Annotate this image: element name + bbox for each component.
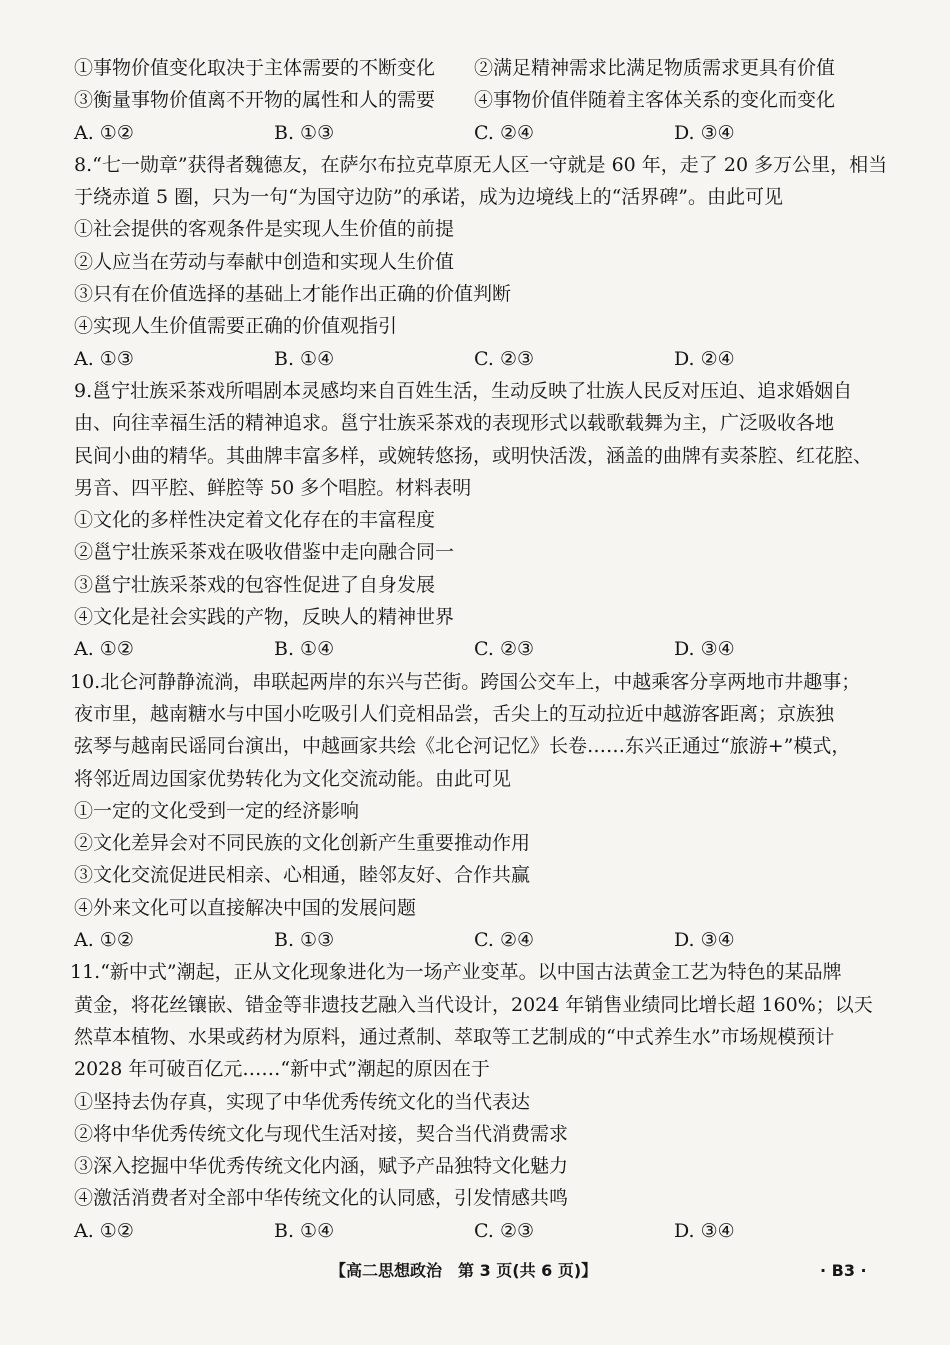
option-c: C. ②④ [474,121,535,144]
question-stem-line: 由、向往幸福生活的精神追求。邕宁壮族采茶戏的表现形式以载歌载舞为主，广泛吸收各地 [74,412,835,435]
statement: ①文化的多样性决定着文化存在的丰富程度 [74,509,436,532]
statement: ①事物价值变化取决于主体需要的不断变化 [74,57,436,79]
answer-options [74,1215,874,1247]
footer-title: 【高二思想政治 第 3 页(共 6 页)】 [330,1261,598,1280]
question-stem-line: 9.邕宁壮族采茶戏所唱剧本灵感均来自百姓生活，生动反映了壮族人民反对压迫、追求婚姻自 [74,379,853,402]
statement: ①一定的文化受到一定的经济影响 [74,799,360,822]
option-c: C. ②③ [474,1219,535,1242]
answer-options [74,117,874,149]
question-10 [70,666,874,957]
question-stem-line: 弦琴与越南民谣同台演出，中越画家共绘《北仑河记忆》长卷……东兴正通过“旅游+”模式， [74,735,851,758]
footer-code: · B3 · [820,1261,867,1280]
answer-options [74,924,874,956]
option-b: B. ①③ [274,121,335,144]
option-a: A. ①② [74,1219,134,1242]
option-d: D. ③④ [674,638,735,661]
question-stem-line: 黄金，将花丝镶嵌、错金等非遗技艺融入当代设计，2024 年销售业绩同比增长超 160%；以天 [74,993,873,1016]
option-d: D. ③④ [674,1219,735,1242]
question-stem-line: 然草本植物、水果或药材为原料，通过煮制、萃取等工艺制成的“中式养生水”市场规模预计 [74,1025,835,1048]
statement: ②满足精神需求比满足物质需求更具有价值 [474,57,836,79]
statement: ②将中华优秀传统文化与现代生活对接，契合当代消费需求 [74,1122,569,1145]
question-stem-line: 将邻近周边国家优势转化为文化交流动能。由此可见 [74,767,512,790]
question-7-tail [74,52,874,149]
option-c: C. ②④ [474,929,535,952]
question-8 [74,149,888,375]
option-b: B. ①④ [274,347,335,370]
option-d: D. ③④ [674,121,735,144]
question-stem-line: 2028 年可破百亿元……“新中式”潮起的原因在于 [74,1058,490,1081]
statement: ②文化差异会对不同民族的文化创新产生重要推动作用 [74,832,531,855]
statement: ①社会提供的客观条件是实现人生价值的前提 [74,218,455,241]
question-stem-line: 10.北仑河静静流淌，串联起两岸的东兴与芒街。跨国公交车上，中越乘客分享两地市井趣事； [70,670,861,693]
option-a: A. ①② [74,638,134,661]
statement: ④激活消费者对全部中华传统文化的认同感，引发情感共鸣 [74,1187,569,1210]
statement: ④事物价值伴随着主客体关系的变化而变化 [474,89,836,112]
statement: ④外来文化可以直接解决中国的发展问题 [74,896,417,919]
option-d: D. ②④ [674,347,735,370]
option-b: B. ①④ [274,638,335,661]
option-c: C. ②③ [474,347,535,370]
statement: ③只有在价值选择的基础上才能作出正确的价值判断 [74,283,512,306]
question-stem-line: 民间小曲的精华。其曲牌丰富多样，或婉转悠扬，或明快活泼，涵盖的曲牌有卖茶腔、红花腔、 [74,444,873,467]
question-stem-line: 夜市里，越南糖水与中国小吃吸引人们竞相品尝，舌尖上的互动拉近中越游客距离；京族独 [74,702,835,725]
question-stem-line: 11.“新中式”潮起，正从文化现象进化为一场产业变革。以中国古法黄金工艺为特色的某品牌 [70,961,842,984]
statement: ②邕宁壮族采茶戏在吸收借鉴中走向融合同一 [74,541,455,564]
question-stem-line: 于绕赤道 5 圈，只为一句“为国守边防”的承诺，成为边境线上的“活界碑”。由此可见 [74,186,784,209]
statement: ③衡量事物价值离不开物的属性和人的需要 [74,89,436,112]
answer-options [74,343,874,375]
option-b: B. ①④ [274,1219,335,1242]
statement-row [74,84,874,116]
question-9 [74,375,874,666]
statement: ③文化交流促进民相亲、心相通，睦邻友好、合作共赢 [74,864,531,887]
option-c: C. ②③ [474,638,535,661]
option-a: A. ①② [74,121,134,144]
statement-row [74,52,874,84]
statement: ③深入挖掘中华优秀传统文化内涵，赋予产品独特文化魅力 [74,1155,569,1178]
answer-options [74,633,874,665]
question-11 [70,956,874,1247]
statement: ③邕宁壮族采茶戏的包容性促进了自身发展 [74,573,436,596]
statement: ④实现人生价值需要正确的价值观指引 [74,315,398,338]
statement: ④文化是社会实践的产物，反映人的精神世界 [74,606,455,629]
statement: ②人应当在劳动与奉献中创造和实现人生价值 [74,250,455,273]
option-b: B. ①③ [274,929,335,952]
question-stem-line: 8.“七一勋章”获得者魏德友，在萨尔布拉克草原无人区一守就是 60 年，走了 20 多万公里，相当 [74,153,888,176]
statement: ①坚持去伪存真，实现了中华优秀传统文化的当代表达 [74,1090,531,1113]
option-a: A. ①② [74,929,134,952]
option-a: A. ①③ [74,347,134,370]
option-d: D. ③④ [674,929,735,952]
question-stem-line: 男音、四平腔、鲜腔等 50 多个唱腔。材料表明 [74,476,472,499]
